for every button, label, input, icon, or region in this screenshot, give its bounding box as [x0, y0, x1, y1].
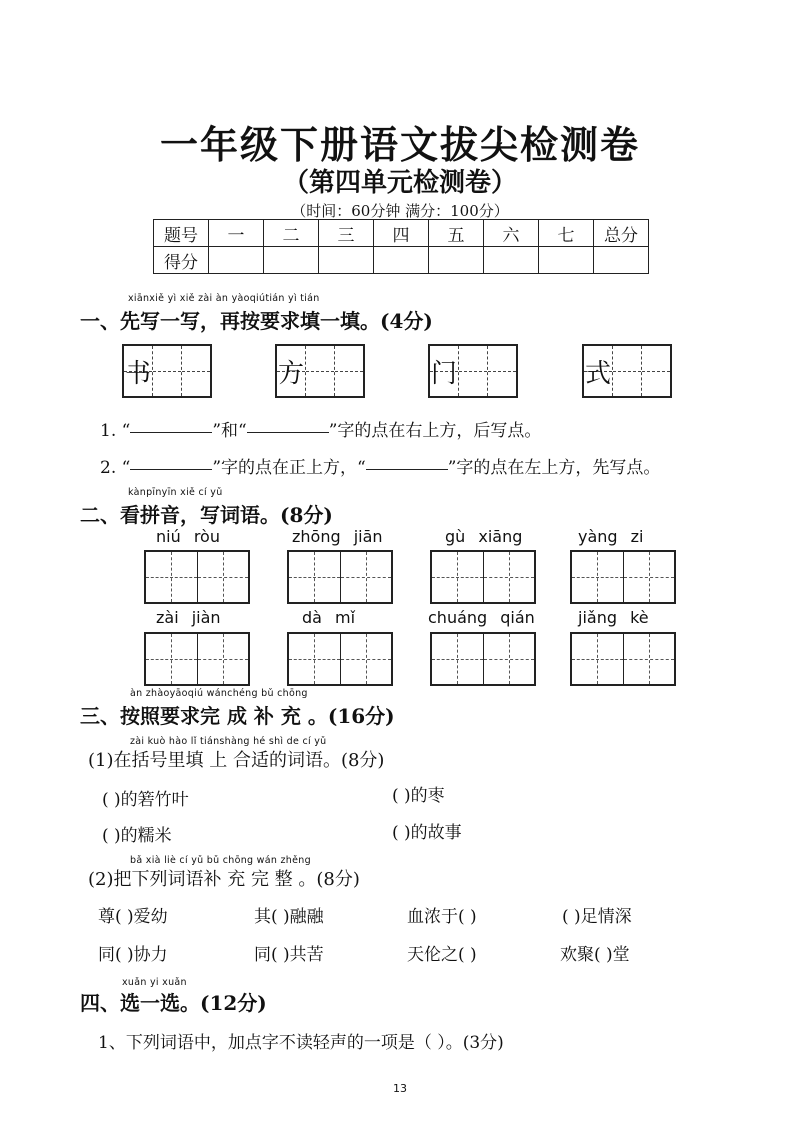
score-input-cell[interactable]: [539, 247, 594, 274]
score-table: [153, 219, 649, 274]
score-label-cell: 得分: [154, 247, 209, 274]
section4-question-1: 1、下列词语中，加点字不读轻声的一项是（ ）。(3分): [98, 1033, 504, 1053]
score-table-score-row: [154, 247, 649, 274]
writing-box-3[interactable]: [428, 344, 518, 398]
score-input-cell[interactable]: [209, 247, 264, 274]
pinyin-word: chuáng qián: [428, 608, 535, 627]
stroke-char: 式: [584, 358, 611, 389]
section1-question-2: [100, 453, 660, 478]
question-text: ”字的点在正上方，“: [212, 458, 366, 478]
pinyin-word: dà mǐ: [302, 608, 356, 627]
stroke-char: 方: [277, 358, 304, 389]
writing-grid[interactable]: [570, 632, 676, 686]
section1-question-1: [100, 416, 541, 441]
part2-pinyin: bǎ xià liè cí yǔ bǔ chōng wán zhěng: [130, 855, 311, 866]
idiom-item[interactable]: 欢聚( )堂: [560, 945, 630, 965]
idiom-item[interactable]: 同( )协力: [98, 945, 168, 965]
question-text: “: [121, 421, 131, 441]
writing-grid[interactable]: [144, 632, 250, 686]
stroke-char: 门: [430, 358, 457, 389]
answer-blank[interactable]: [247, 431, 329, 433]
score-cell: 一: [209, 220, 264, 247]
part1-title: (1)在括号里填 上 合适的词语。(8分): [88, 750, 385, 771]
pinyin-word: niú ròu: [156, 527, 220, 546]
section1-pinyin: xiānxiě yì xiě zài àn yàoqiútián yì tián: [128, 293, 320, 304]
answer-blank[interactable]: [366, 468, 448, 470]
idiom-item[interactable]: 同( )共苦: [254, 945, 324, 965]
part1-pinyin: zài kuò hào lǐ tiánshàng hé shì de cí yǔ: [130, 736, 327, 747]
section3-pinyin: àn zhàoyāoqiú wánchéng bǔ chōng: [130, 688, 308, 699]
pinyin-word: zài jiàn: [156, 608, 221, 627]
writing-box-4[interactable]: [582, 344, 672, 398]
score-input-cell[interactable]: [484, 247, 539, 274]
writing-grid[interactable]: [287, 550, 393, 604]
page-title: 一年级下册语文拔尖检测卷: [159, 122, 640, 167]
idiom-item[interactable]: 血浓于( ): [407, 907, 477, 927]
writing-grid[interactable]: [430, 632, 536, 686]
fill-item[interactable]: ( )的故事: [392, 823, 462, 843]
section2-pinyin: kànpīnyīn xiě cí yǔ: [128, 487, 223, 498]
question-number: 1.: [100, 421, 117, 441]
score-cell: 六: [484, 220, 539, 247]
score-cell: 三: [319, 220, 374, 247]
fill-item[interactable]: ( )的箬竹叶: [102, 790, 189, 810]
section3-title: 三、按照要求完 成 补 充 。(16分): [80, 704, 395, 728]
pinyin-word: jiǎng kè: [578, 608, 649, 627]
score-input-cell[interactable]: [374, 247, 429, 274]
part2-title: (2)把下列词语补 充 完 整 。(8分): [88, 869, 360, 890]
score-input-cell[interactable]: [429, 247, 484, 274]
question-text: ”字的点在左上方，先写点。: [447, 458, 661, 478]
pinyin-word: yàng zi: [578, 527, 644, 546]
writing-grid[interactable]: [570, 550, 676, 604]
question-number: 2.: [100, 458, 117, 478]
idiom-item[interactable]: 天伦之( ): [407, 945, 477, 965]
answer-blank[interactable]: [130, 431, 212, 433]
section1-title: 一、先写一写，再按要求填一填。(4分): [80, 309, 433, 333]
score-input-cell[interactable]: [319, 247, 374, 274]
writing-box-1[interactable]: [122, 344, 212, 398]
score-cell: 题号: [154, 220, 209, 247]
score-table-header-row: [154, 220, 649, 247]
score-cell: 五: [429, 220, 484, 247]
fill-item[interactable]: ( )的枣: [392, 786, 445, 806]
page-subtitle: （第四单元检测卷）: [282, 168, 517, 198]
question-text: ”和“: [212, 421, 247, 441]
answer-blank[interactable]: [130, 468, 212, 470]
fill-item[interactable]: ( )的糯米: [102, 826, 172, 846]
pinyin-word: zhōng jiān: [292, 527, 383, 546]
idiom-item[interactable]: 尊( )爱幼: [98, 907, 168, 927]
score-input-cell[interactable]: [594, 247, 649, 274]
question-text: ”字的点在右上方，后写点。: [328, 421, 542, 441]
question-text: “: [121, 458, 131, 478]
stroke-char: 书: [124, 358, 151, 389]
time-info: （时间：60分钟 满分：100分）: [291, 202, 509, 220]
score-input-cell[interactable]: [264, 247, 319, 274]
writing-grid[interactable]: [430, 550, 536, 604]
score-cell: 七: [539, 220, 594, 247]
section4-pinyin: xuǎn yi xuǎn: [122, 977, 187, 988]
score-cell: 总分: [594, 220, 649, 247]
writing-box-2[interactable]: [275, 344, 365, 398]
score-cell: 四: [374, 220, 429, 247]
section4-title: 四、选一选。(12分): [80, 991, 267, 1015]
pinyin-word: gù xiāng: [445, 527, 523, 546]
section2-title: 二、看拼音，写词语。(8分): [80, 503, 333, 527]
writing-grid[interactable]: [287, 632, 393, 686]
page-number: 13: [393, 1082, 407, 1095]
idiom-item[interactable]: ( )足情深: [562, 907, 632, 927]
idiom-item[interactable]: 其( )融融: [254, 907, 324, 927]
score-cell: 二: [264, 220, 319, 247]
writing-grid[interactable]: [144, 550, 250, 604]
